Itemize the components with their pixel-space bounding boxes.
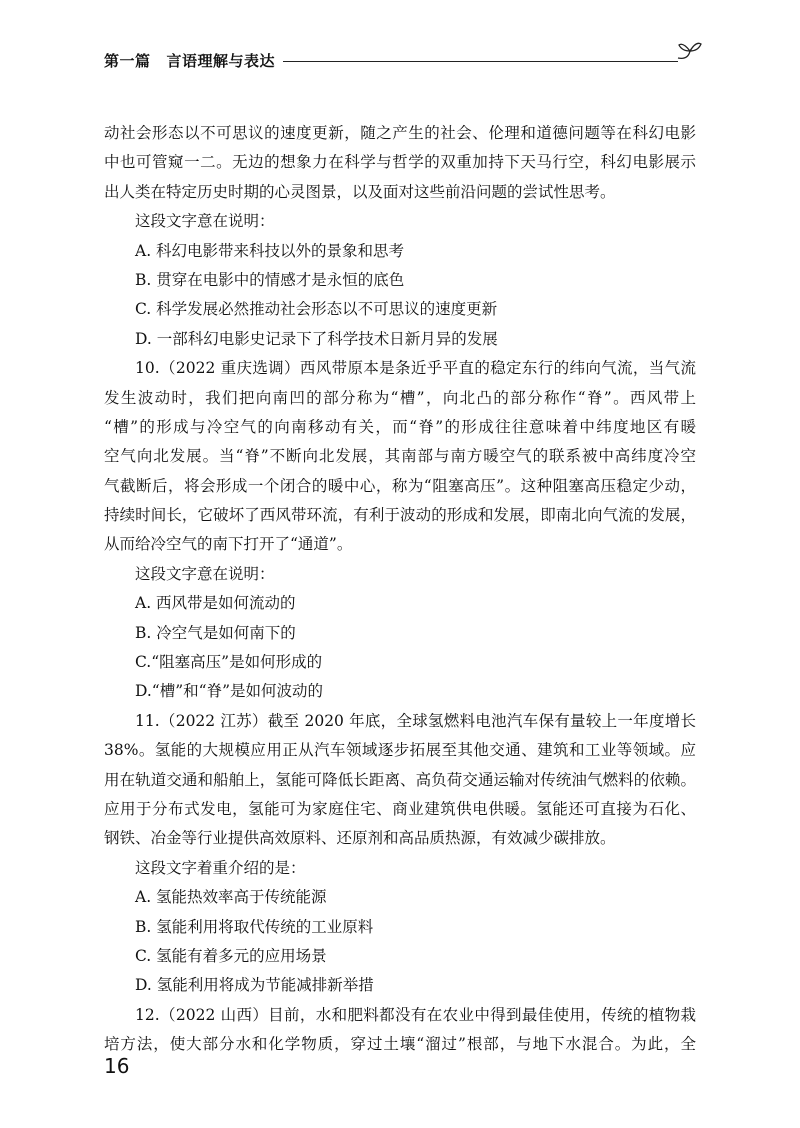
text-line: B. 氢能利用将取代传统的工业原料 — [135, 917, 374, 936]
text-line: 应用于分布式发电，氢能可为家庭住宅、商业建筑供电供暖。氢能还可直接为石化、 — [104, 799, 696, 818]
text-line: “槽”的形成与冷空气的向南移动有关，而“脊”的形成往往意味着中纬度地区有暖 — [104, 417, 696, 436]
text-line: D. 一部科幻电影史记录下了科学技术日新月异的发展 — [135, 329, 498, 348]
text-line: 这段文字意在说明： — [135, 212, 275, 231]
text-line: B. 冷空气是如何南下的 — [135, 623, 296, 642]
running-header — [104, 50, 704, 74]
text-line: 动社会形态以不可思议的速度更新，随之产生的社会、伦理和道德问题等在科幻电影 — [104, 124, 696, 142]
text-line: 中也可管窥一二。无边的想象力在科学与哲学的双重加持下天马行空，科幻电影展示 — [104, 153, 696, 172]
text-line: D.“槽”和“脊”是如何波动的 — [135, 682, 323, 701]
text-line: 这段文字着重介绍的是： — [135, 858, 306, 877]
text-line: A. 氢能热效率高于传统能源 — [135, 888, 327, 907]
text-line: 发生波动时，我们把向南凹的部分称为“槽”，向北凸的部分称作“脊”。西风带上 — [104, 388, 696, 407]
text-line: 从而给冷空气的南下打开了“通道”。 — [104, 535, 353, 554]
sprout-icon — [674, 38, 704, 68]
page-body — [104, 119, 696, 1060]
text-line: 12.（2022 山西）目前，水和肥料都没有在农业中得到最佳使用，传统的植物栽 — [135, 1005, 696, 1024]
text-line: B. 贯穿在电影中的情感才是永恒的底色 — [135, 270, 405, 289]
header-rule — [283, 61, 678, 62]
text-line: C.“阻塞高压”是如何形成的 — [135, 653, 323, 672]
text-line: 空气向北发展。当“脊”不断向北发展，其南部与南方暖空气的联系被中高纬度冷空 — [104, 447, 696, 466]
text-line: D. 氢能利用将成为节能减排新举措 — [135, 976, 374, 995]
text-line: 这段文字意在说明： — [135, 564, 275, 583]
text-line: 气截断后，将会形成一个闭合的暖中心，称为“阻塞高压”。这种阻塞高压稳定少动， — [104, 476, 696, 495]
text-line: A. 科幻电影带来科技以外的景象和思考 — [135, 241, 405, 260]
text-line: 出人类在特定历史时期的心灵图景，以及面对这些前沿问题的尝试性思考。 — [104, 182, 616, 201]
text-line: C. 科学发展必然推动社会形态以不可思议的速度更新 — [135, 300, 498, 319]
page-number: 16 — [104, 1054, 130, 1078]
header-part-label: 第一篇 — [104, 52, 151, 70]
header-section-title: 言语理解与表达 — [166, 52, 276, 70]
header-text — [104, 50, 281, 71]
text-line: 用在轨道交通和船舶上，氢能可降低长距离、高负荷交通运输对传统油气燃料的依赖。 — [104, 770, 696, 789]
text-line: A. 西风带是如何流动的 — [135, 594, 296, 613]
text-line: C. 氢能有着多元的应用场景 — [135, 946, 327, 965]
text-line: 11.（2022 江苏）截至 2020 年底，全球氢燃料电池汽车保有量较上一年度增长 — [135, 711, 696, 730]
text-line: 持续时间长，它破坏了西风带环流，有利于波动的形成和发展，即南北向气流的发展， — [104, 506, 696, 525]
text-line: 38%。氢能的大规模应用正从汽车领域逐步拓展至其他交通、建筑和工业等领域。应 — [104, 741, 696, 760]
text-line: 钢铁、冶金等行业提供高效原料、还原剂和高品质热源，有效减少碳排放。 — [104, 829, 616, 848]
text-line: 培方法，使大部分水和化学物质，穿过土壤“溜过”根部，与地下水混合。为此，全 — [104, 1035, 696, 1054]
text-line: 10.（2022 重庆选调）西风带原本是条近乎平直的稳定东行的纬向气流，当气流 — [135, 359, 696, 378]
